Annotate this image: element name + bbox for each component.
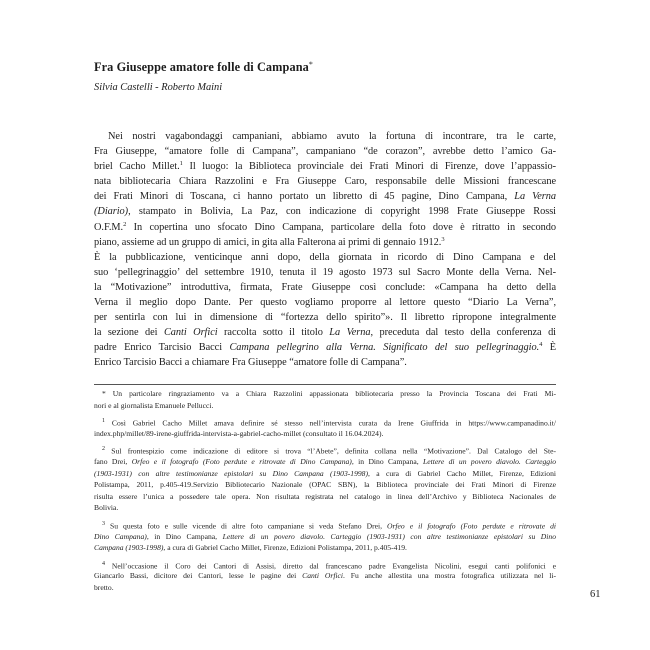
footnote-line: Polistampa, 2011, p.405-419.Servizio Bibliotecario Nazionale (OPAC SBN), la Biblioteca provinciale dei Frati Minori di Firenze xyxy=(94,480,556,490)
title-text: Fra Giuseppe amatore folle di Campana xyxy=(94,60,309,74)
footnote-ref: 1 xyxy=(179,160,183,168)
footnotes xyxy=(94,388,556,599)
footnote-line: $^4$ Nell’occasione il Coro dei Cantori di Assisi, diretto dal francescano padre Evangelista Nicolini, eseguì canti polifonici e xyxy=(102,560,556,571)
body-line: Enrico Tarcisio Bacci a chiamare Fra Giuseppe “amatore folle di Campana”. xyxy=(94,357,407,369)
body-line: È la pubblicazione, venticinque anni dopo, della giornata in ricordo di Dino Campana e del xyxy=(94,251,556,263)
authors: Silvia Castelli - Roberto Maini xyxy=(94,82,223,93)
footnote-ref: 3 xyxy=(441,235,445,243)
body-line: per sentirla con lui in dimensione di “fortezza dello spirito”». Il libretto ripropone integralmente xyxy=(94,312,556,324)
title-footnote-mark: * xyxy=(308,60,314,69)
body-line: suo ‘pellegrinaggio’ del settembre 1910, tenuta il 19 agosto 1973 sul Sacro Monte della Verna. Nel- xyxy=(94,266,556,278)
footnote-line: Giancarlo Bassi, dicitore dei Cantori, lesse le pagine dei Canti Orfici. Fu anche allestita una mostra fotografica utilizzata nel li- xyxy=(94,571,556,581)
body-line: dei Frati Minori di Toscana, ci hanno portato un libretto di 45 pagine, Dino Campana, La Verna xyxy=(94,191,556,203)
footnote-line: Dino Campana), in Dino Campana, Lettere di un povero diavolo. Carteggio (1903-1931) con altre testimonianze epistolari su Dino xyxy=(94,531,556,541)
footnote-line: bretto. xyxy=(94,582,114,592)
footnote-line: index.php/millet/89-irene-giuffrida-intervista-a-gabriel-cacho-millet (consultato il 16.04.2024). xyxy=(94,428,384,438)
footnote-ref: 2 xyxy=(123,220,127,228)
footnote xyxy=(94,519,556,554)
body-line: nata bibliotecaria Chiara Razzolini e Fra Giuseppe Caro, responsabile delle Missioni francescane xyxy=(94,176,556,188)
footnote-line: $^2$ Sul frontespizio come indicazione di editore si trova “l’Abete”, definita collana nella “Motivazione”. Dal Catalogo del Ste- xyxy=(102,446,556,456)
body-line: la “Motivazione” introduttiva, firmata, Frate Giuseppe così conclude: «Campana ha detto della xyxy=(94,281,556,293)
body-line: O.F.M.$^2$ In copertina uno sfocato Dino Campana, particolare della foto dove è ritratto in secondo xyxy=(94,220,556,233)
page-number: 61 xyxy=(590,589,601,600)
footnote xyxy=(94,388,556,411)
footnote-line: $^1$ Così Gabriel Cacho Millet amava definire sé stesso nell’intervista curata da Irene Giuffrida in https://www.campanadino.it/ xyxy=(102,418,556,428)
footnote-line: risulta essere l’unica a possedere tale opera. Non risultata registrata nel catalogo in linea dell’Archivo y Biblioteca Nacionales de xyxy=(94,491,556,501)
body-line: Verna il meglio dopo Dante. Per questo vogliamo proporre al lettore questo “Diario La Verna”, xyxy=(94,297,556,309)
footnote-line: fano Drei, Orfeo e il fotografo (Foto perdute e ritrovate di Dino Campana), in Dino Campana, Lettere di un povero diavolo. Carteggio xyxy=(94,456,556,466)
body-line: piano, assieme ad un gruppo di amici, in gita alla Falterona ai primi di gennaio 1912.$^3$ xyxy=(94,235,445,248)
body-line: Fra Giuseppe, “amatore folle di Campana”, campaniano “de corazon”, avrebbe detto l’amico Ga- xyxy=(94,146,556,158)
body-line: padre Enrico Tarcisio Bacci Campana pellegrino alla Verna. Significato del suo pellegrinaggio.$^4$ È xyxy=(94,341,556,354)
body-text xyxy=(94,129,556,371)
footnote-divider xyxy=(94,384,556,385)
footnote xyxy=(94,444,556,514)
article-title xyxy=(94,57,574,75)
footnote-line: (1903-1931) con altre testimonianze epistolari su Dino Campana (1903-1998), a cura di Gabriel Cacho Millet, Firenze, Edizioni xyxy=(94,468,556,478)
footnote-line: $^3$ Su questa foto e sulle vicende di altre foto campaniane si veda Stefano Drei, Orfeo e il fotografo (Foto perdute e ritrovate di xyxy=(102,520,556,531)
body-line: Nei nostri vagabondaggi campaniani, abbiamo avuto la fortuna di incontrare, tra le carte, xyxy=(108,131,556,142)
footnote-line: Bolivia. xyxy=(94,503,119,513)
footnote xyxy=(94,416,556,439)
footnote-line: Campana (1903-1998), a cura di Gabriel Cacho Millet, Firenze, Edizioni Polistampa, 2011, p.405-419. xyxy=(94,543,407,553)
footnote xyxy=(94,559,556,594)
footnote-line: * Un particolare ringraziamento va a Chiara Razzolini appassionata bibliotecaria presso la Provincia Toscana dei Frati Mi- xyxy=(102,389,556,398)
footnote-ref: 4 xyxy=(539,341,543,349)
body-line: briel Cacho Millet.$^1$ Il luogo: la Biblioteca provinciale dei Frati Minori di Firenze, dove l’appassio- xyxy=(94,160,556,173)
body-line: (Diario), stampato in Bolivia, La Paz, con indicazione di copyright 1998 Frate Giuseppe Rossi xyxy=(94,206,556,218)
body-line: la sezione dei Canti Orfici raccolta sotto il titolo La Verna, preceduta dal testo della conferenza di xyxy=(94,327,556,339)
footnote-line: nori e al giornalista Emanuele Pellucci. xyxy=(94,400,214,410)
